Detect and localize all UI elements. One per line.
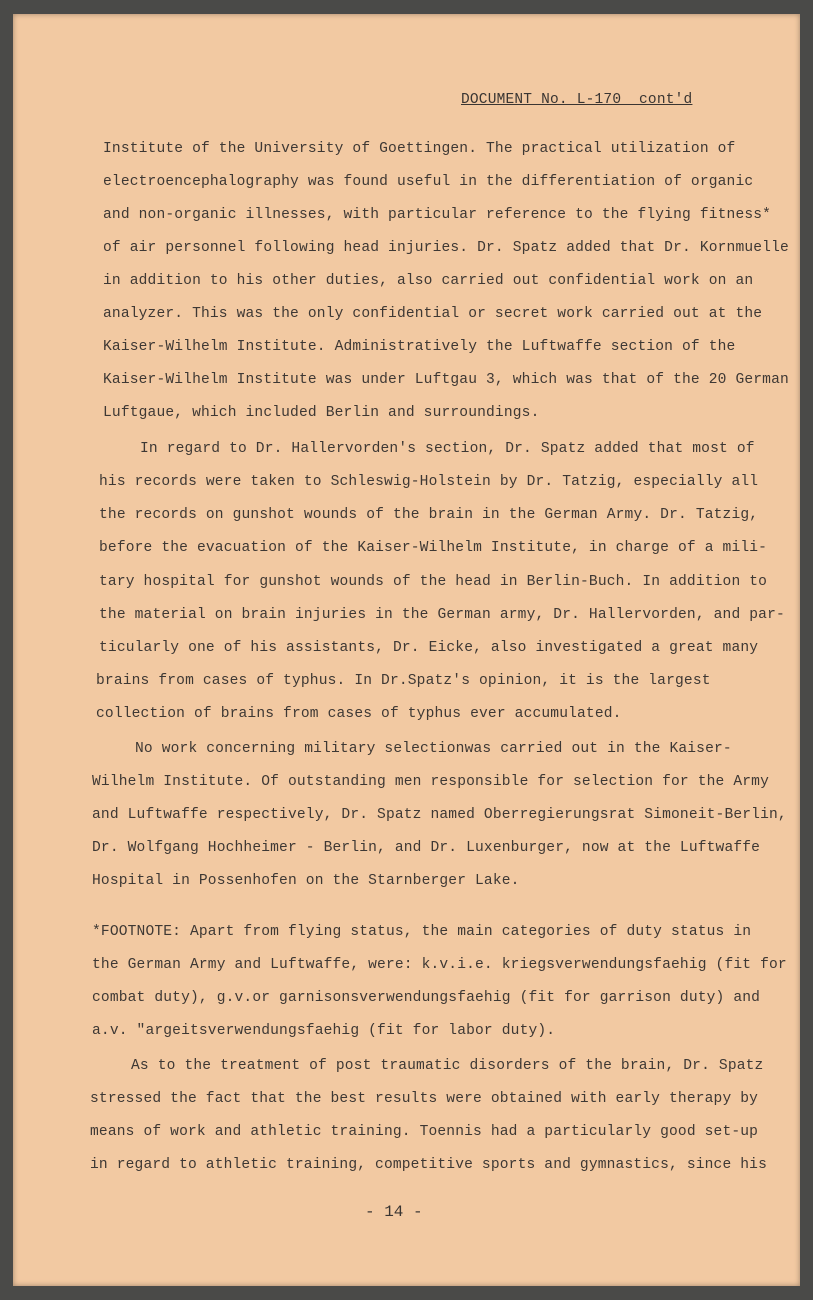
text-line: Institute of the University of Goettingen. The practical utilization of — [103, 141, 736, 157]
text-line: Dr. Wolfgang Hochheimer - Berlin, and Dr. Luxenburger, now at the Luftwaffe — [92, 840, 761, 856]
footnote-line: a.v. "argeitsverwendungsfaehig (fit for labor duty). — [92, 1023, 556, 1039]
text-line: Hospital in Possenhofen on the Starnberger Lake. — [92, 873, 520, 889]
text-line: As to the treatment of post traumatic disorders of the brain, Dr. Spatz — [131, 1058, 764, 1074]
text-line: and Luftwaffe respectively, Dr. Spatz named Oberregierungsrat Simoneit-Berlin, — [92, 807, 787, 823]
text-line: ticularly one of his assistants, Dr. Eicke, also investigated a great many — [99, 640, 759, 656]
text-line: before the evacuation of the Kaiser-Wilhelm Institute, in charge of a mili- — [99, 540, 768, 556]
text-line: stressed the fact that the best results were obtained with early therapy by — [90, 1091, 759, 1107]
text-line: in addition to his other duties, also carried out confidential work on an — [103, 273, 754, 289]
footnote-line: the German Army and Luftwaffe, were: k.v.i.e. kriegsverwendungsfaehig (fit for — [92, 957, 787, 973]
text-line: the material on brain injuries in the German army, Dr. Hallervorden, and par- — [99, 607, 785, 623]
footnote-line: *FOOTNOTE: Apart from flying status, the main categories of duty status in — [92, 924, 752, 940]
text-line: analyzer. This was the only confidential or secret work carried out at the — [103, 306, 763, 322]
text-line: tary hospital for gunshot wounds of the head in Berlin-Buch. In addition to — [99, 574, 768, 590]
text-line: in regard to athletic training, competitive sports and gymnastics, since his — [90, 1157, 767, 1173]
footnote-line: combat duty), g.v.or garnisonsverwendungsfaehig (fit for garrison duty) and — [92, 990, 761, 1006]
text-line: collection of brains from cases of typhus ever accumulated. — [96, 706, 622, 722]
text-line: Wilhelm Institute. Of outstanding men responsible for selection for the Army — [92, 774, 769, 790]
document-page — [13, 14, 800, 1286]
text-line: Luftgaue, which included Berlin and surroundings. — [103, 405, 540, 421]
page-number: - 14 - — [365, 1203, 423, 1221]
text-line: Kaiser-Wilhelm Institute. Administratively the Luftwaffe section of the — [103, 339, 736, 355]
text-line: means of work and athletic training. Toennis had a particularly good set-up — [90, 1124, 759, 1140]
text-line: electroencephalography was found useful in the differentiation of organic — [103, 174, 754, 190]
text-line: No work concerning military selectionwas carried out in the Kaiser- — [135, 741, 732, 757]
text-line: brains from cases of typhus. In Dr.Spatz's opinion, it is the largest — [96, 673, 711, 689]
text-line: In regard to Dr. Hallervorden's section, Dr. Spatz added that most of — [140, 441, 755, 457]
text-line: Kaiser-Wilhelm Institute was under Luftgau 3, which was that of the 20 German — [103, 372, 789, 388]
text-line: the records on gunshot wounds of the brain in the German Army. Dr. Tatzig, — [99, 507, 759, 523]
document-header: DOCUMENT No. L-170 cont'd — [461, 92, 693, 108]
text-line: and non-organic illnesses, with particular reference to the flying fitness* — [103, 207, 772, 223]
text-line: of air personnel following head injuries. Dr. Spatz added that Dr. Kornmuelle — [103, 240, 789, 256]
text-line: his records were taken to Schleswig-Holstein by Dr. Tatzig, especially all — [99, 474, 759, 490]
